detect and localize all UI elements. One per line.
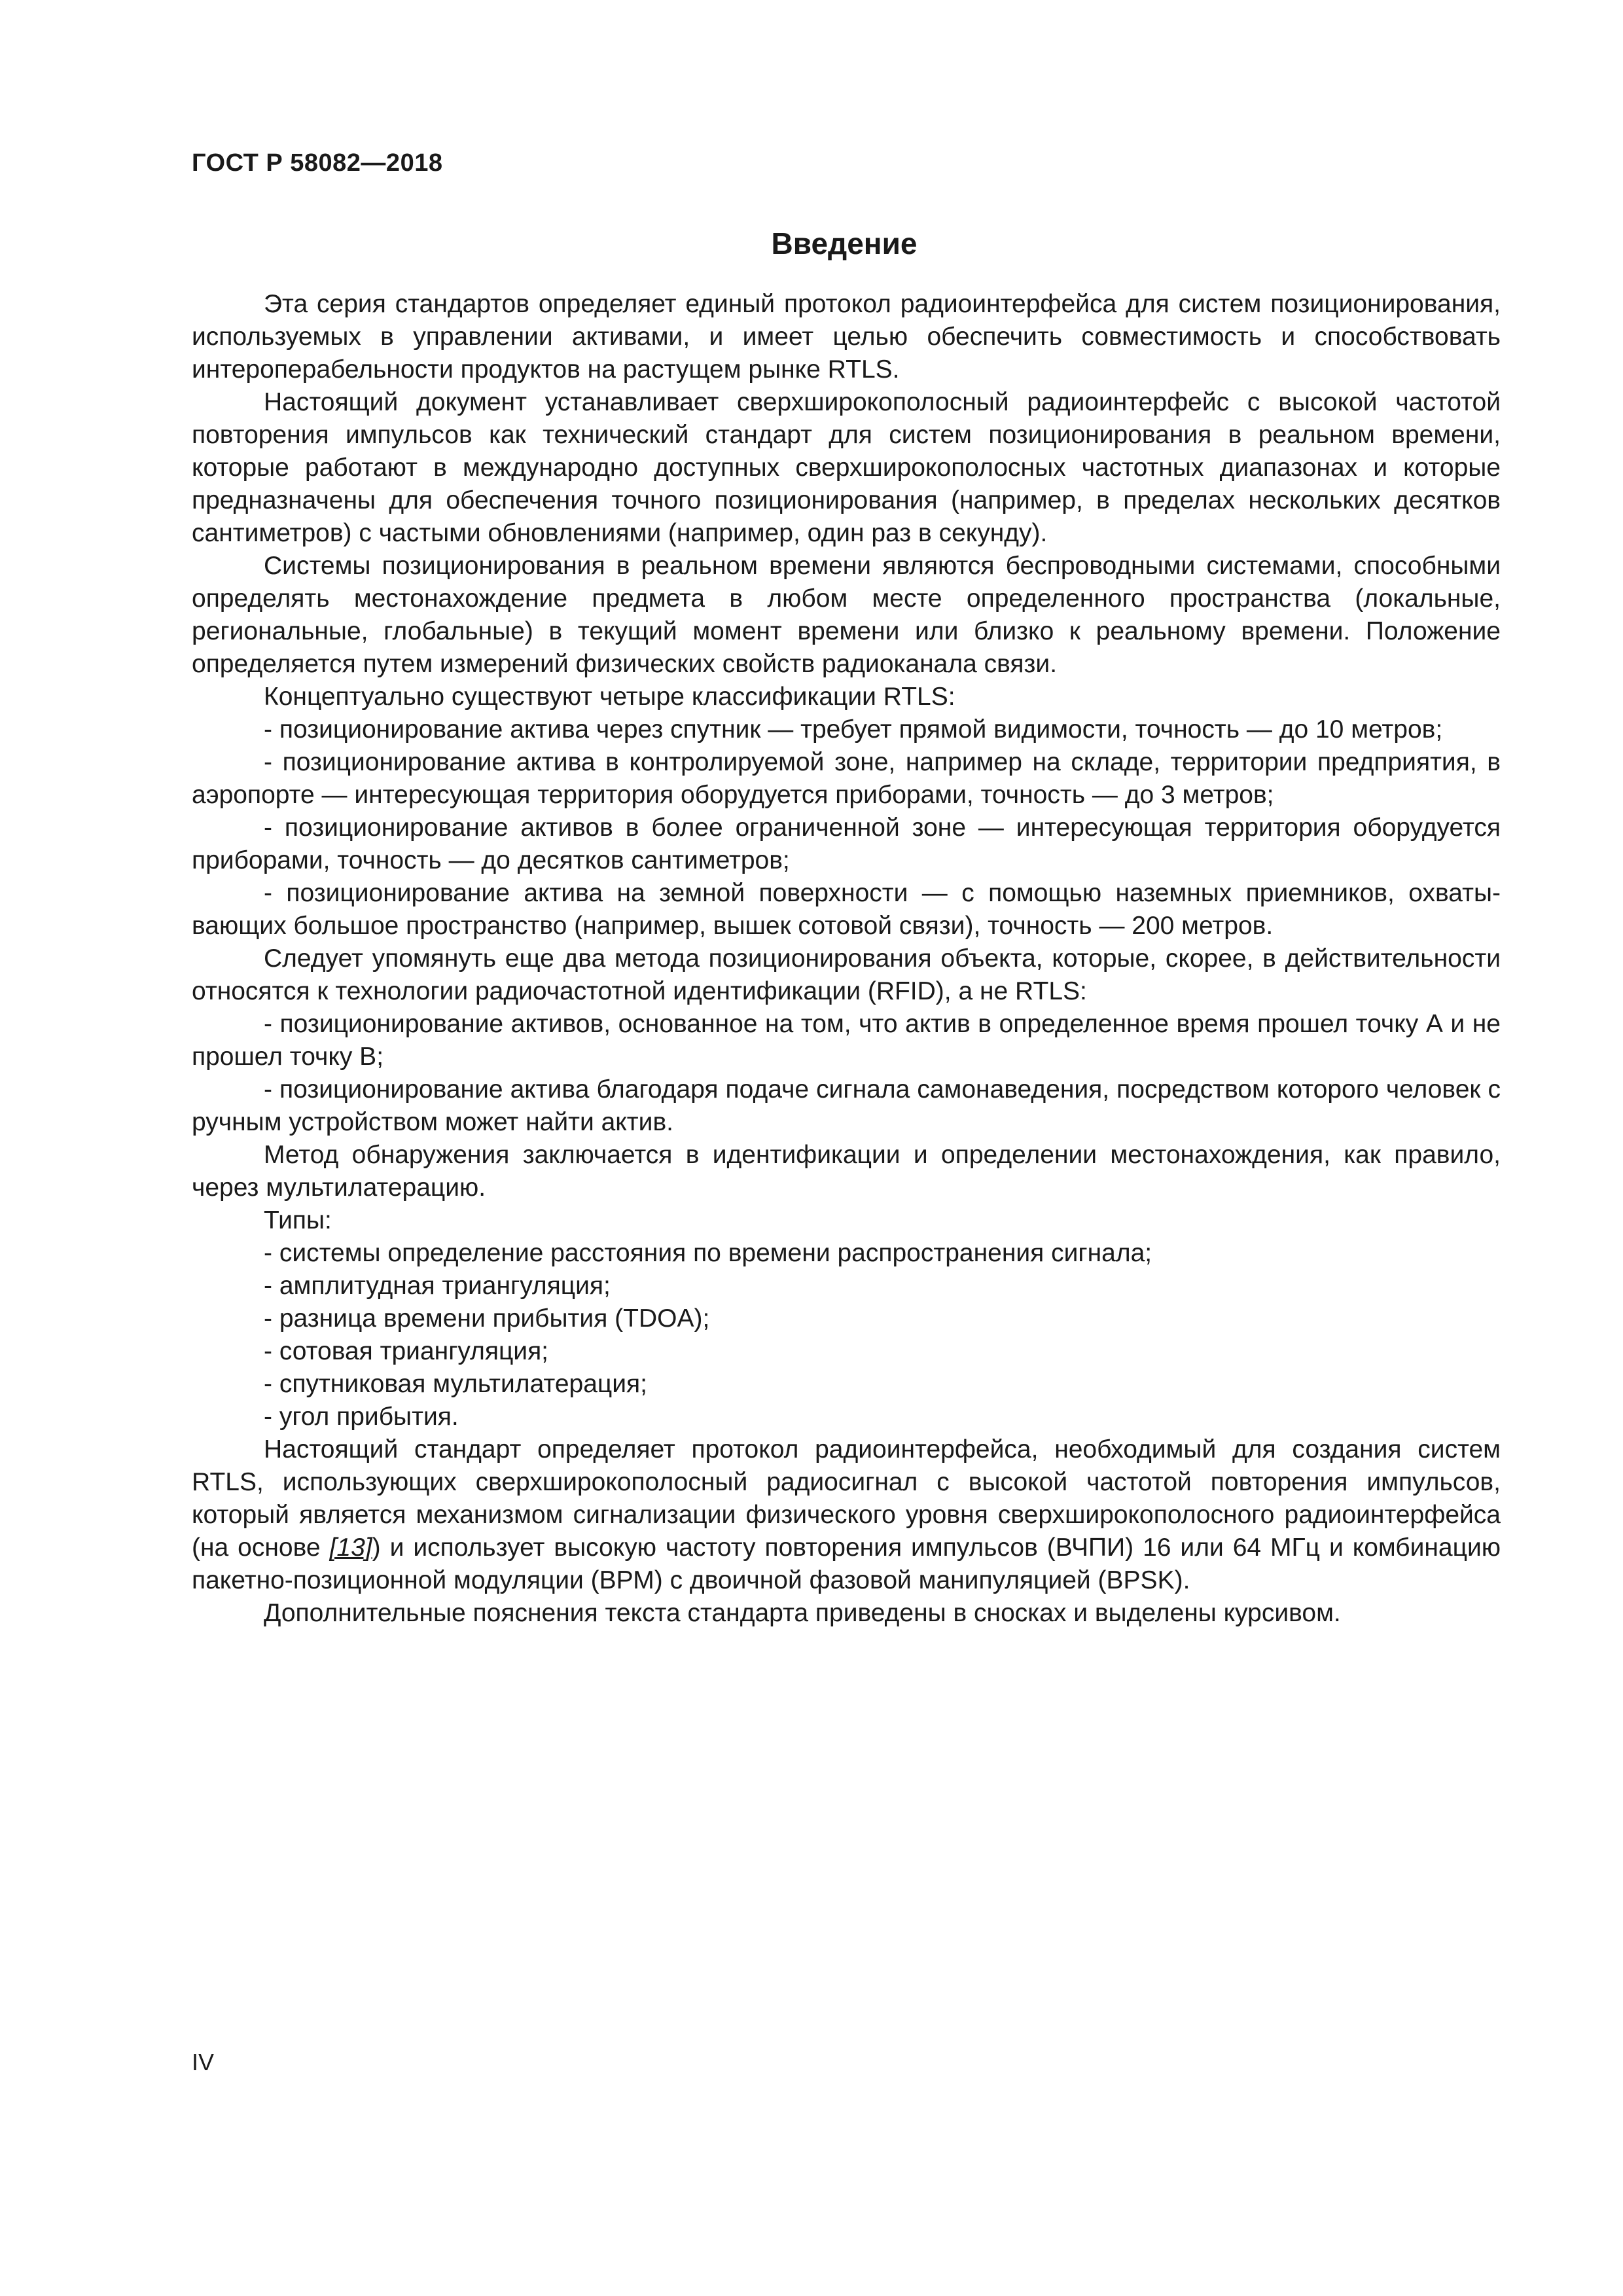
reference-link[interactable]: [13]: [329, 1534, 372, 1562]
page-number: IV: [192, 2049, 215, 2075]
paragraph: Метод обнаружения заключается в идентификации и определении местонахождения, как правило, через мультилатерацию.: [192, 1141, 1501, 1202]
list-item: - спутниковая мультилатерация;: [264, 1370, 647, 1398]
paragraph: Типы:: [264, 1206, 332, 1234]
list-item: - сотовая триангуляция;: [264, 1337, 549, 1365]
paragraph: [192, 1433, 1501, 1597]
list-item: - позиционирование активов, основанное на том, что актив в определенное время прошел точку А и не прошел точку В;: [192, 1010, 1501, 1071]
section-title: Введение: [771, 226, 918, 260]
list-item: - системы определение расстояния по времени распространения сигнала;: [264, 1239, 1152, 1267]
list-item: - позиционирование актива через спутник — требует прямой видимости, точность — до 10 метров;: [264, 715, 1443, 744]
list-item: - позиционирование актива благодаря подаче сигнала самонаведения, посредством которого человек с ручным устройством может найти актив.: [192, 1075, 1501, 1136]
paragraph: Эта серия стандартов определяет единый протокол радиоинтерфейса для систем позиционирования, используемых в управлении активами, и имеет целью обеспечить совместимость и способствовать интероперабельности продуктов на растущем рынке RTLS.: [192, 290, 1501, 384]
paragraph: Системы позиционирования в реальном времени являются беспроводными системами, способными определять местонахождение предмета в любом месте определенного пространства (локальные, региональные, глобальные) в текущий момент времени или близко к реальному времени. Положение определяется путем измерений физических свойств радиоканала связи.: [192, 552, 1501, 678]
document-code: ГОСТ Р 58082—2018: [192, 149, 443, 177]
list-item: - амплитудная триангуляция;: [264, 1272, 611, 1300]
list-item: - угол прибытия.: [264, 1403, 459, 1431]
closing-text-start: Настоящий стандарт определяет протокол радиоинтерфейса, необходимый для создания систем RTLS, использующих сверхширокополосный радиосигнал с высокой частотой повторения импульсов, который является механизмом сигнализации физического уровня сверхширокополосного радиоинтерфейса (на основе: [192, 1435, 1501, 1562]
paragraph: Дополнительные пояснения текста стандарта приведены в сносках и выделены курсивом.: [264, 1599, 1341, 1627]
paragraph: Настоящий документ устанавливает сверхширокополосный радиоинтерфейс с высокой частотой повторения импульсов как технический стандарт для систем позиционирования в реальном времени, которые работают в международно доступных сверхширокополосных частотных диапазонах и которые предназначены для обеспечения точного позиционирования (например, в пределах нескольких десятков сантиметров) с частыми обновлениями (например, один раз в секунду).: [192, 388, 1501, 547]
list-item: - позиционирование актива в контролируемой зоне, например на складе, территории предприятия, в аэропорте — интересующая территория оборудуется приборами, точность — до 3 метров;: [192, 748, 1501, 809]
closing-text-end: ) и использует высокую частоту повторения импульсов (ВЧПИ) 16 или 64 МГц и комбинацию пакетно-позиционной модуляции (ВРМ) с двоичной фазовой манипуляцией (BPSK).: [192, 1534, 1501, 1594]
paragraph: Следует упомянуть еще два метода позиционирования объекта, которые, скорее, в действительности относятся к технологии радиочастотной идентификации (RFID), а не RTLS:: [192, 944, 1501, 1005]
list-item: - позиционирование актива на земной поверхности — с помощью наземных приемников, охватывающих большое пространство (например, вышек сотовой связи), точность — 200 метров.: [192, 879, 1501, 940]
paragraph: Концептуально существуют четыре классификации RTLS:: [264, 683, 955, 711]
list-item: - разница времени прибытия (TDOA);: [264, 1304, 710, 1333]
list-item: - позиционирование активов в более ограниченной зоне — интересующая территория оборудуется приборами, точность — до десятков сантиметров;: [192, 814, 1501, 874]
body-text: [192, 288, 1501, 1630]
